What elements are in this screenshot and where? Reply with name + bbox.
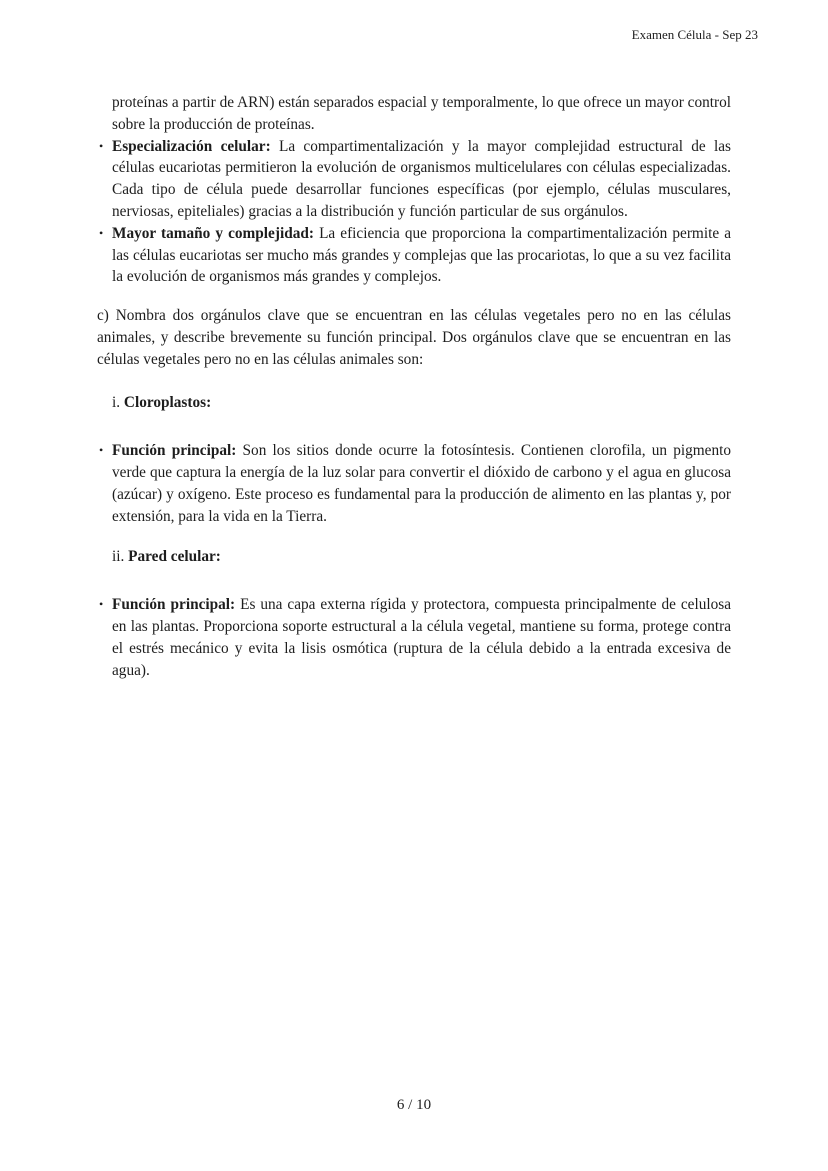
bullet-label: Función principal:: [112, 442, 237, 460]
paragraph-continuation: proteínas a partir de ARN) están separados espacial y temporalmente, lo que ofrece un mayor control sobre la producción de proteínas.: [112, 94, 731, 133]
item-heading: [112, 546, 731, 568]
bullet-item-especializacion: [97, 136, 731, 223]
bullet-label: Función principal:: [112, 596, 236, 614]
organelle-item-pared-celular: [97, 546, 731, 682]
item-numeral: i.: [112, 393, 121, 411]
bullet-icon: •: [99, 225, 104, 240]
bullet-icon: •: [99, 597, 104, 612]
bullet-list-top: [97, 136, 731, 289]
bullet-text: Es una capa externa rígida y protectora, compuesta principalmente de celulosa en las plantas. Proporciona soporte estructural a la célula vegetal, mantiene su forma, protege contra el estrés mecánico y evita la lisis osmótica (ruptura de la célula debido a la entrada excesiva de agua).: [112, 596, 731, 679]
item-title: Cloroplastos:: [123, 393, 212, 411]
funcion-principal-bullet: [97, 440, 731, 527]
page-number: 6 / 10: [396, 1097, 432, 1113]
bullet-text: Son los sitios donde ocurre la fotosíntesis. Contienen clorofila, un pigmento verde que captura la energía de la luz solar para convertir el dióxido de carbono y el agua en glucosa (azúcar) y oxígeno. Este proceso es fundamental para la producción de alimento en las plantas y, por extensión, para la vida en la Tierra.: [112, 442, 731, 525]
bullet-icon: •: [99, 138, 104, 153]
item-numeral: ii.: [112, 547, 125, 565]
funcion-principal-bullet: [97, 594, 731, 681]
organelle-item-cloroplastos: [97, 392, 731, 528]
bullet-label: Mayor tamaño y complejidad:: [112, 224, 314, 242]
bullet-text: La eficiencia que proporciona la compartimentalización permite a las células eucariotas ser mucho más grandes y complejas que las procariotas, lo que a su vez facilita la evolución de organismos más grandes y complejos.: [112, 224, 732, 286]
item-title: Pared celular:: [128, 547, 221, 565]
bullet-text: La compartimentalización y la mayor complejidad estructural de las células eucariotas permitieron la evolución de organismos multicelulares con células especializadas. Cada tipo de célula puede desarrollar funciones específicas (por ejemplo, células musculares, nerviosas, epiteliales) gracias a la distribución y función particular de sus orgánulos.: [112, 137, 731, 220]
item-heading: [112, 392, 731, 414]
page-header-title: Examen Célula - Sep 23: [631, 27, 758, 42]
bullet-item-mayor-tamano: [97, 223, 731, 288]
bullet-icon: •: [99, 443, 104, 458]
bullet-label: Especialización celular:: [112, 137, 271, 155]
question-c-paragraph: c) Nombra dos orgánulos clave que se encuentran en las células vegetales pero no en las células animales, y describe brevemente su función principal. Dos orgánulos clave que se encuentran en las células vegetales pero no en las células animales son:: [97, 307, 731, 368]
page-content: [97, 92, 731, 682]
